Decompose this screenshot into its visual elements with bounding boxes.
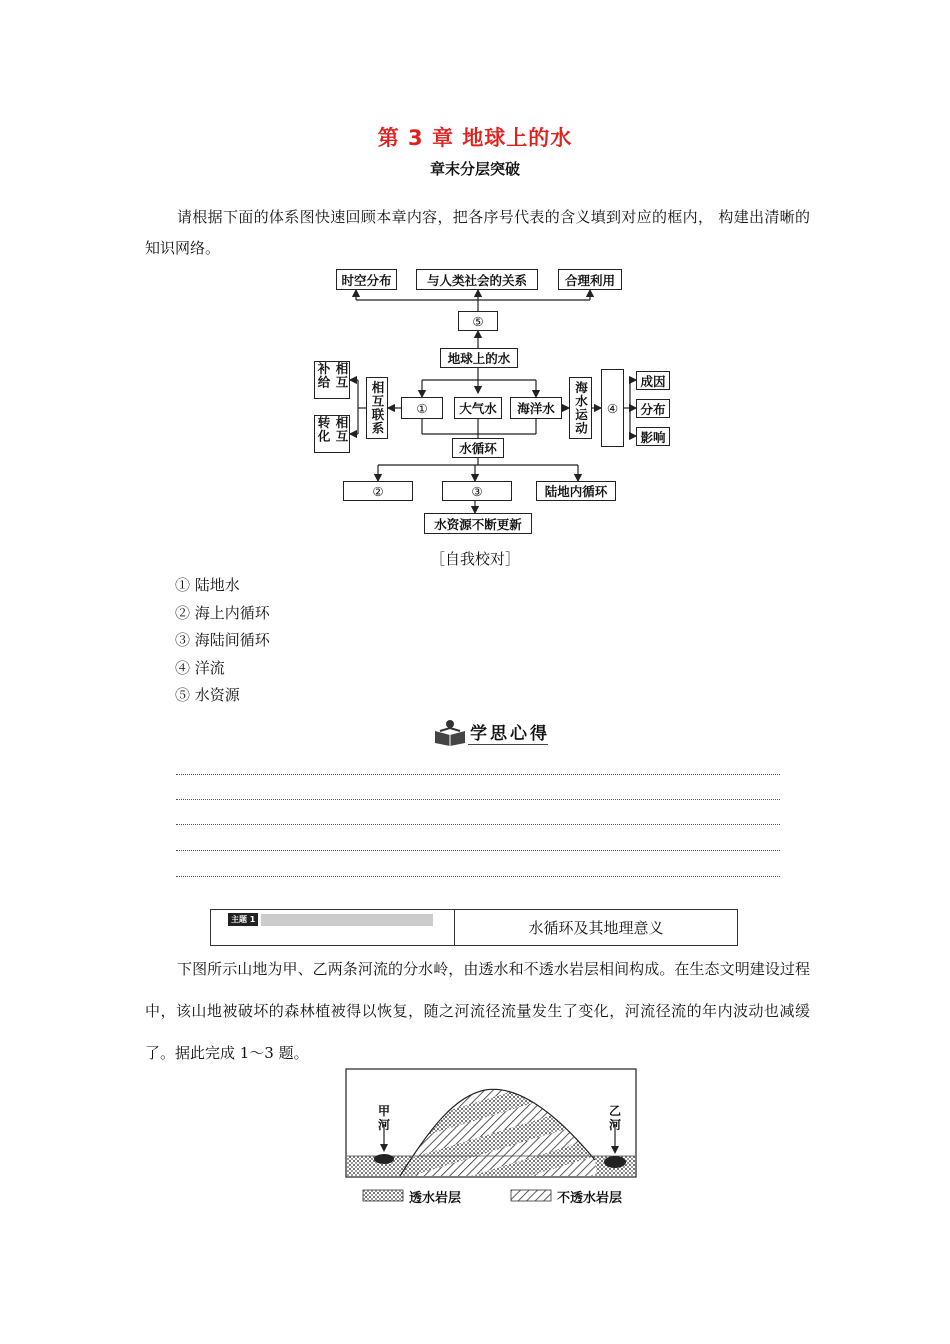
topic-label-cell bbox=[211, 910, 455, 945]
box-5: ⑤ bbox=[458, 311, 498, 331]
knowledge-diagram bbox=[300, 262, 680, 542]
river-b-label: 乙河 bbox=[609, 1104, 622, 1132]
notes-title: 学思心得 bbox=[470, 724, 550, 744]
box-2: ② bbox=[343, 481, 413, 501]
cross-section-figure bbox=[345, 1068, 637, 1208]
box-water-cycle: 水循环 bbox=[452, 438, 504, 458]
topic-table bbox=[210, 909, 738, 946]
self-check-label: ［自我校对］ bbox=[429, 550, 520, 568]
box-3: ③ bbox=[442, 481, 512, 501]
box-distribution: 分布 bbox=[636, 399, 670, 418]
box-rational-use: 合理利用 bbox=[558, 269, 622, 290]
book-reader-icon bbox=[432, 718, 468, 746]
notes-header bbox=[432, 718, 550, 746]
legend-impermeable: 不透水岩层 bbox=[557, 1191, 623, 1206]
answer-item: ③ 海陆间循环 bbox=[175, 631, 270, 649]
chapter-title: 第 3 章 地球上的水 bbox=[377, 126, 573, 150]
answer-item: ② 海上内循环 bbox=[175, 603, 270, 622]
topic-tag: 主题 1 bbox=[228, 913, 258, 926]
topic-tag-bar bbox=[261, 914, 433, 926]
box-renewal: 水资源不断更新 bbox=[424, 513, 532, 534]
note-line bbox=[176, 876, 780, 877]
box-4: ④ bbox=[601, 369, 624, 447]
box-impact: 影响 bbox=[636, 427, 670, 446]
box-atmosphere: 大气水 bbox=[454, 397, 502, 419]
answer-list bbox=[175, 572, 270, 710]
box-time-space: 时空分布 bbox=[336, 269, 397, 290]
legend-permeable: 透水岩层 bbox=[409, 1191, 462, 1206]
chapter-subtitle: 章末分层突破 bbox=[429, 160, 520, 178]
box-mutual-link: 相互联系 bbox=[366, 377, 388, 439]
note-line bbox=[176, 774, 780, 775]
answer-item: ① 陆地水 bbox=[175, 576, 240, 594]
intro-paragraph: 请根据下面的体系图快速回顾本章内容，把各序号代表的含义填到对应的框内， 构建出清晰的知识网络。 bbox=[145, 208, 810, 257]
box-land-cycle: 陆地内循环 bbox=[536, 481, 616, 501]
topic-title: 水循环及其地理意义 bbox=[528, 919, 664, 937]
box-cause: 成因 bbox=[636, 371, 670, 390]
box-mutual-supply: 相互补给 bbox=[314, 361, 350, 399]
river-a-label: 甲河 bbox=[378, 1104, 391, 1132]
box-1: ① bbox=[401, 397, 443, 419]
note-line bbox=[176, 850, 780, 851]
box-mutual-transform: 相互转化 bbox=[314, 415, 350, 453]
box-sea-motion: 海水运动 bbox=[569, 377, 592, 439]
question-paragraph: 下图所示山地为甲、乙两条河流的分水岭，由透水和不透水岩层相间构成。在生态文明建设过程中，该山地被破坏的森林植被得以恢复，随之河流径流量发生了变化，河流径流的年内波动也减缓了。据此完成 1～3 题。 bbox=[145, 960, 810, 1062]
notes-underline bbox=[468, 744, 548, 745]
box-earth-water: 地球上的水 bbox=[440, 348, 518, 368]
answer-item: ⑤ 水资源 bbox=[175, 686, 240, 704]
box-ocean: 海洋水 bbox=[510, 397, 562, 419]
note-line bbox=[176, 799, 780, 800]
answer-item: ④ 洋流 bbox=[175, 658, 225, 677]
note-line bbox=[176, 824, 780, 825]
box-human-relation: 与人类社会的关系 bbox=[416, 269, 538, 290]
